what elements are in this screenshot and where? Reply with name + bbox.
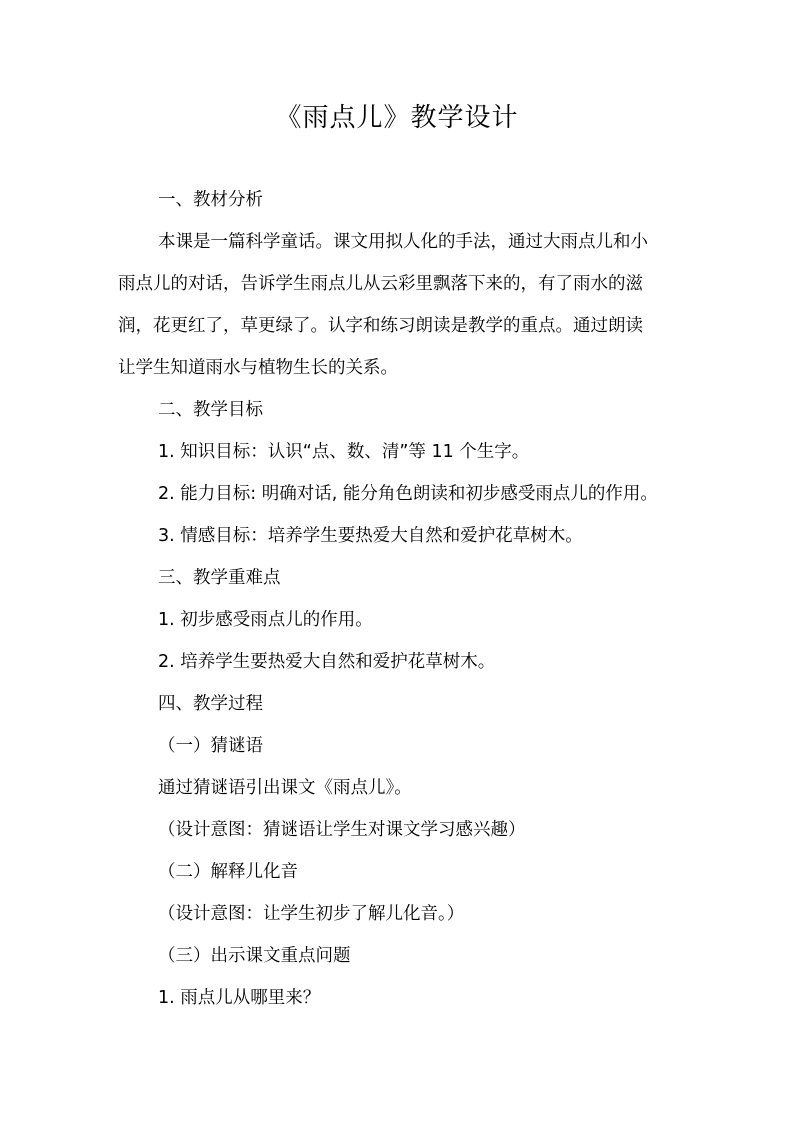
- list-item: 1. 初步感受雨点儿的作用。: [158, 610, 373, 630]
- paragraph-line: 让学生知道雨水与植物生长的关系。: [118, 358, 398, 378]
- section-heading-textbook-analysis: 一、教材分析: [158, 190, 263, 210]
- design-intent-note: （设计意图：猜谜语让学生对课文学习感兴趣）: [158, 820, 526, 840]
- list-item: 1. 雨点儿从哪里来？: [158, 988, 321, 1008]
- list-item: 1. 知识目标：认识“点、数、清”等 11 个生字。: [158, 442, 530, 462]
- subsection-heading: （三）出示课文重点问题: [158, 946, 351, 966]
- section-heading-teaching-goals: 二、教学目标: [158, 400, 263, 420]
- paragraph-line: 润，花更红了，草更绿了。认字和练习朗读是教学的重点。通过朗读: [118, 316, 643, 336]
- list-item: 2. 能力目标: 明确对话, 能分角色朗读和初步感受雨点儿的作用。: [158, 484, 658, 504]
- design-intent-note: （设计意图：让学生初步了解儿化音。）: [158, 904, 465, 924]
- list-item: 2. 培养学生要热爱大自然和爱护花草树木。: [158, 652, 496, 672]
- subsection-heading: （二）解释儿化音: [158, 862, 298, 882]
- section-heading-key-points: 三、教学重难点: [158, 568, 281, 588]
- document-title: 《雨点儿》教学设计: [275, 103, 519, 133]
- section-heading-teaching-process: 四、教学过程: [158, 694, 263, 714]
- paragraph-line: 通过猜谜语引出课文《雨点儿》。: [158, 778, 412, 798]
- paragraph-line: 雨点儿的对话，告诉学生雨点儿从云彩里飘落下来的，有了雨水的滋: [118, 274, 643, 294]
- paragraph-line: 本课是一篇科学童话。课文用拟人化的手法，通过大雨点儿和小: [158, 232, 648, 252]
- list-item: 3. 情感目标：培养学生要热爱大自然和爱护花草树木。: [158, 526, 583, 546]
- subsection-heading: （一）猜谜语: [158, 736, 263, 756]
